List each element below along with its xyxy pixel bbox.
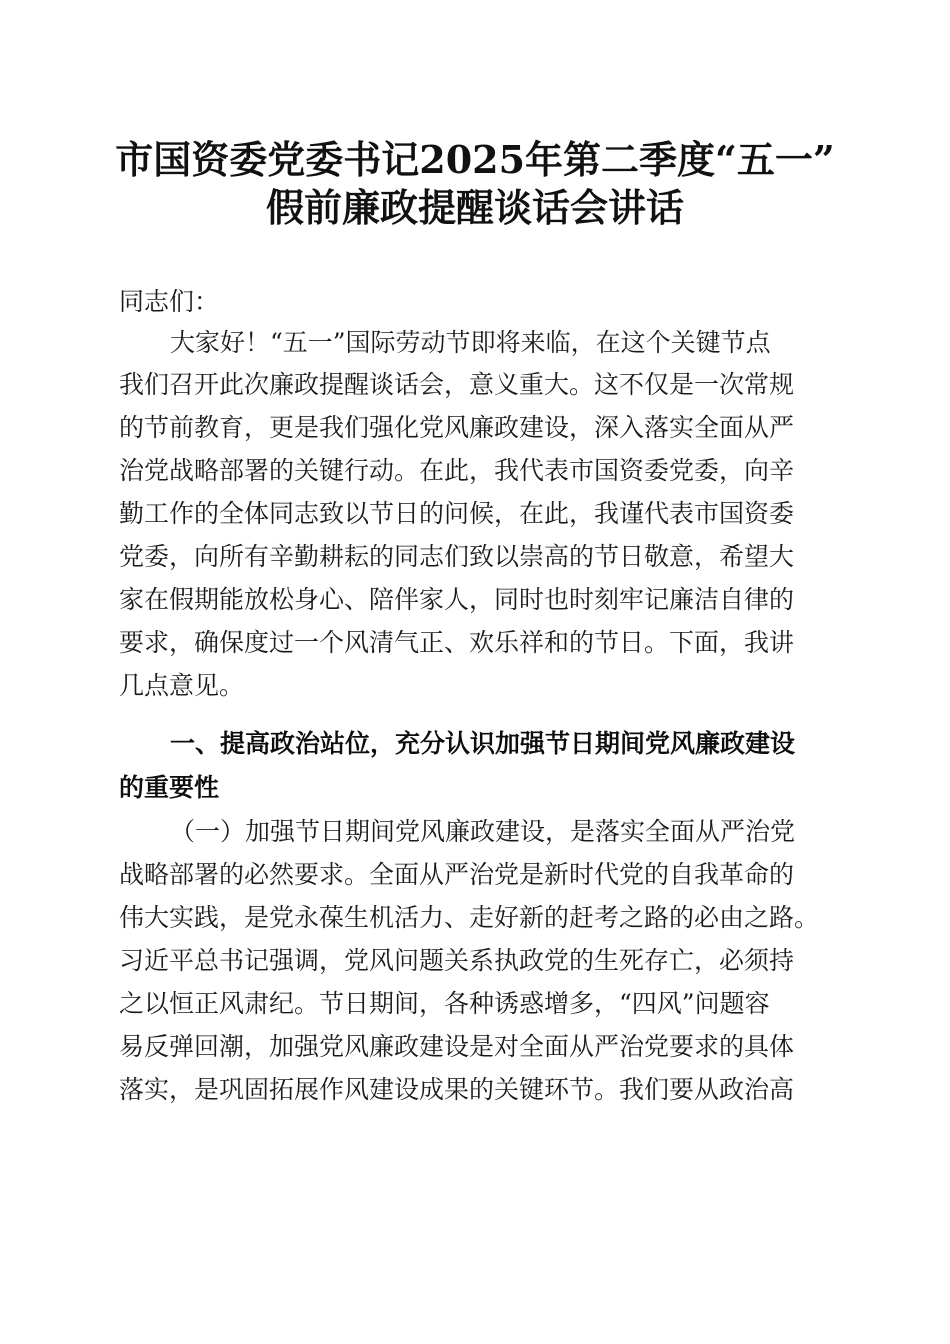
document-title-line-1: 市国资委党委书记2025年第二季度“五一”	[115, 137, 835, 182]
paragraph-2-line: 习近平总书记强调，党风问题关系执政党的生死存亡，必须持	[119, 946, 795, 975]
paragraph-1-line: 家在假期能放松身心、陪伴家人，同时也时刻牢记廉洁自律的	[119, 585, 795, 614]
document-title-line-2: 假前廉政提醒谈话会讲话	[265, 185, 684, 230]
paragraph-1-line: 党委，向所有辛勤耕耘的同志们致以崇高的节日敬意，希望大	[119, 542, 795, 571]
paragraph-2-line: 易反弹回潮，加强党风廉政建设是对全面从严治党要求的具体	[119, 1032, 795, 1061]
section-heading-1-line: 一、提高政治站位，充分认识加强节日期间党风廉政建设	[170, 729, 796, 758]
salutation: 同志们：	[119, 287, 220, 316]
paragraph-1-line: 勤工作的全体同志致以节日的问候，在此，我谨代表市国资委	[119, 499, 795, 528]
paragraph-1-line: 治党战略部署的关键行动。在此，我代表市国资委党委，向辛	[119, 456, 795, 485]
paragraph-1-line: 的节前教育，更是我们强化党风廉政建设，深入落实全面从严	[119, 413, 795, 442]
paragraph-1-line: 大家好！“五一”国际劳动节即将来临，在这个关键节点	[170, 328, 771, 357]
paragraph-2-line: （一）加强节日期间党风廉政建设，是落实全面从严治党	[170, 817, 796, 846]
paragraph-2-line: 伟大实践，是党永葆生机活力、走好新的赶考之路的必由之路。	[119, 903, 820, 932]
paragraph-2-line: 战略部署的必然要求。全面从严治党是新时代党的自我革命的	[119, 860, 795, 889]
paragraph-1-line: 几点意见。	[119, 671, 245, 700]
section-heading-1-line: 的重要性	[119, 773, 220, 802]
paragraph-2-line: 之以恒正风肃纪。节日期间，各种诱惑增多，“四风”问题容	[119, 989, 770, 1018]
paragraph-1-line: 要求，确保度过一个风清气正、欢乐祥和的节日。下面，我讲	[119, 628, 795, 657]
paragraph-2-line: 落实，是巩固拓展作风建设成果的关键环节。我们要从政治高	[119, 1075, 795, 1104]
paragraph-1-line: 我们召开此次廉政提醒谈话会，意义重大。这不仅是一次常规	[119, 370, 795, 399]
